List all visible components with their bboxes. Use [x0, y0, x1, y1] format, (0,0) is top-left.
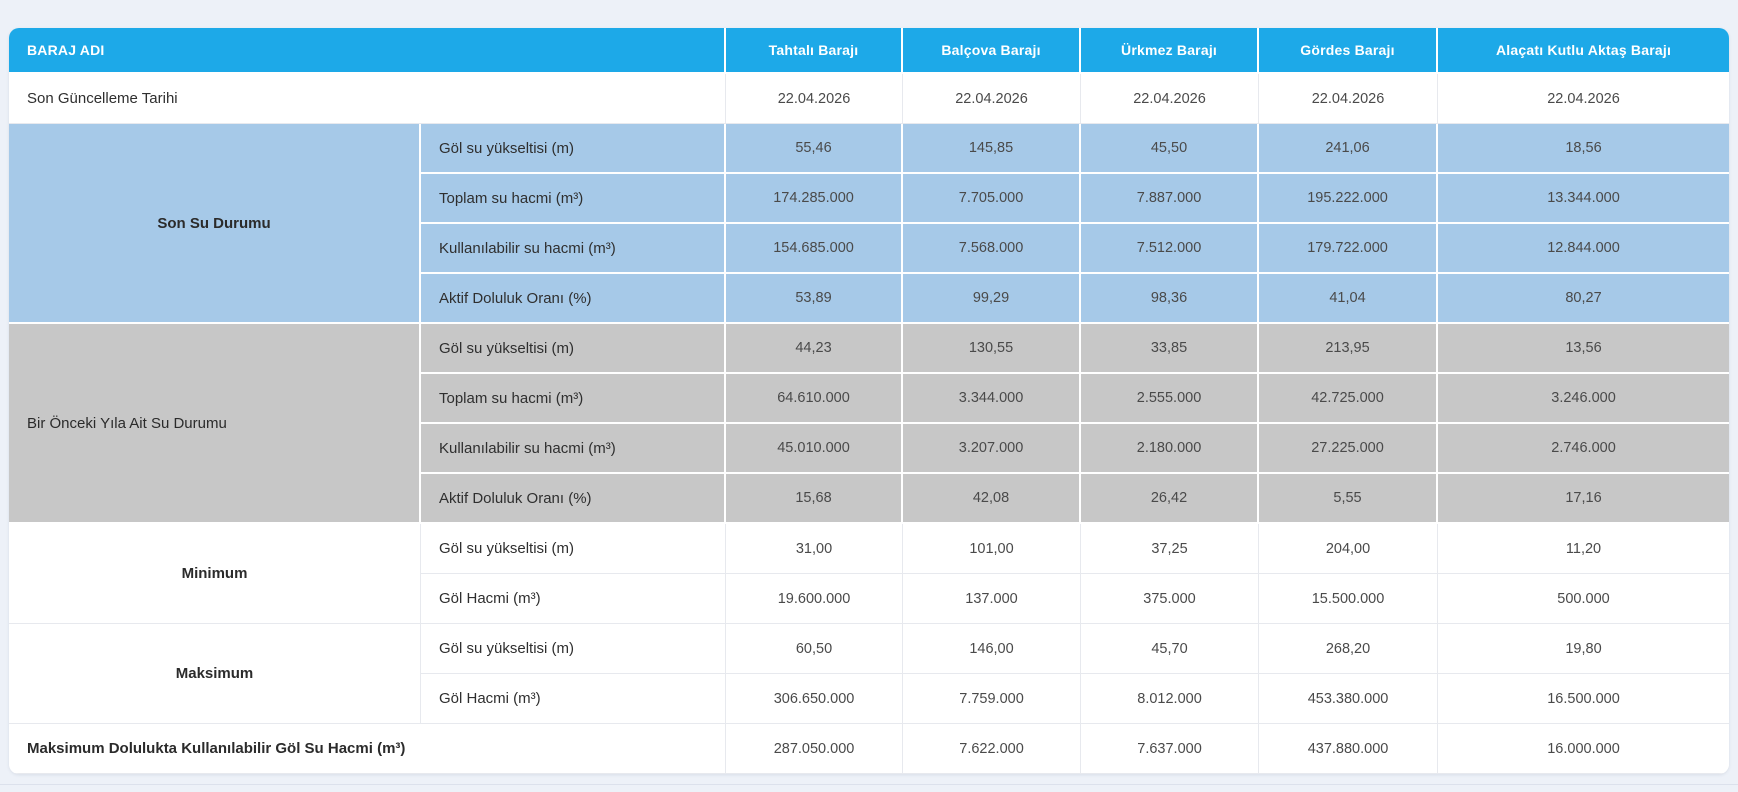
footer-value: 287.050.000	[726, 724, 903, 774]
metric-value: 174.285.000	[726, 174, 903, 224]
metric-label: Kullanılabilir su hacmi (m³)	[421, 224, 726, 274]
metric-label: Aktif Doluluk Oranı (%)	[421, 474, 726, 524]
metric-label: Göl su yükseltisi (m)	[421, 324, 726, 374]
update-date-value: 22.04.2026	[903, 74, 1081, 124]
metric-value: 101,00	[903, 524, 1081, 574]
metric-label: Aktif Doluluk Oranı (%)	[421, 274, 726, 324]
metric-value: 15.500.000	[1259, 574, 1438, 624]
column-header-4: Gördes Barajı	[1259, 28, 1438, 74]
metric-value: 19,80	[1438, 624, 1729, 674]
metric-value: 8.012.000	[1081, 674, 1259, 724]
metric-value: 179.722.000	[1259, 224, 1438, 274]
metric-value: 306.650.000	[726, 674, 903, 724]
section-label: Son Su Durumu	[9, 124, 421, 324]
metric-value: 64.610.000	[726, 374, 903, 424]
metric-value: 31,00	[726, 524, 903, 574]
metric-value: 15,68	[726, 474, 903, 524]
section-label: Bir Önceki Yıla Ait Su Durumu	[9, 324, 421, 524]
metric-value: 268,20	[1259, 624, 1438, 674]
metric-value: 44,23	[726, 324, 903, 374]
update-date-value: 22.04.2026	[1438, 74, 1729, 124]
metric-label: Göl Hacmi (m³)	[421, 674, 726, 724]
metric-value: 500.000	[1438, 574, 1729, 624]
metric-value: 213,95	[1259, 324, 1438, 374]
metric-value: 26,42	[1081, 474, 1259, 524]
metric-value: 3.207.000	[903, 424, 1081, 474]
metric-value: 18,56	[1438, 124, 1729, 174]
metric-value: 2.180.000	[1081, 424, 1259, 474]
metric-value: 99,29	[903, 274, 1081, 324]
metric-value: 19.600.000	[726, 574, 903, 624]
metric-value: 146,00	[903, 624, 1081, 674]
metric-value: 204,00	[1259, 524, 1438, 574]
column-header-2: Balçova Barajı	[903, 28, 1081, 74]
metric-value: 130,55	[903, 324, 1081, 374]
baraj-adi-header: BARAJ ADI	[9, 28, 726, 74]
metric-value: 16.500.000	[1438, 674, 1729, 724]
table-head	[9, 28, 1729, 74]
metric-value: 2.555.000	[1081, 374, 1259, 424]
page-bottom-divider	[0, 784, 1738, 785]
metric-label: Göl su yükseltisi (m)	[421, 124, 726, 174]
metric-value: 17,16	[1438, 474, 1729, 524]
metric-label: Göl su yükseltisi (m)	[421, 624, 726, 674]
metric-value: 98,36	[1081, 274, 1259, 324]
update-date-value: 22.04.2026	[1259, 74, 1438, 124]
metric-value: 453.380.000	[1259, 674, 1438, 724]
update-date-value: 22.04.2026	[726, 74, 903, 124]
dam-status-table-container	[9, 28, 1729, 774]
metric-value: 53,89	[726, 274, 903, 324]
metric-label: Toplam su hacmi (m³)	[421, 174, 726, 224]
metric-value: 241,06	[1259, 124, 1438, 174]
metric-value: 7.759.000	[903, 674, 1081, 724]
metric-value: 154.685.000	[726, 224, 903, 274]
metric-value: 41,04	[1259, 274, 1438, 324]
metric-label: Göl Hacmi (m³)	[421, 574, 726, 624]
footer-value: 16.000.000	[1438, 724, 1729, 774]
section-label: Maksimum	[9, 624, 421, 724]
metric-value: 7.568.000	[903, 224, 1081, 274]
metric-value: 7.512.000	[1081, 224, 1259, 274]
section-row	[9, 524, 1729, 574]
metric-value: 37,25	[1081, 524, 1259, 574]
metric-value: 27.225.000	[1259, 424, 1438, 474]
metric-value: 45,70	[1081, 624, 1259, 674]
metric-label: Toplam su hacmi (m³)	[421, 374, 726, 424]
metric-value: 7.887.000	[1081, 174, 1259, 224]
metric-value: 11,20	[1438, 524, 1729, 574]
metric-label: Kullanılabilir su hacmi (m³)	[421, 424, 726, 474]
table-header-row	[9, 28, 1729, 74]
footer-value: 7.637.000	[1081, 724, 1259, 774]
footer-row	[9, 724, 1729, 774]
metric-value: 33,85	[1081, 324, 1259, 374]
metric-value: 45,50	[1081, 124, 1259, 174]
column-header-3: Ürkmez Barajı	[1081, 28, 1259, 74]
metric-value: 375.000	[1081, 574, 1259, 624]
metric-value: 60,50	[726, 624, 903, 674]
column-header-5: Alaçatı Kutlu Aktaş Barajı	[1438, 28, 1729, 74]
footer-value: 7.622.000	[903, 724, 1081, 774]
footer-row-label: Maksimum Dolulukta Kullanılabilir Göl Su Hacmi (m³)	[9, 724, 726, 774]
dam-status-table	[9, 28, 1729, 774]
metric-value: 42,08	[903, 474, 1081, 524]
section-row	[9, 124, 1729, 174]
update-date-value: 22.04.2026	[1081, 74, 1259, 124]
metric-value: 7.705.000	[903, 174, 1081, 224]
section-row	[9, 624, 1729, 674]
update-row	[9, 74, 1729, 124]
metric-value: 5,55	[1259, 474, 1438, 524]
metric-value: 80,27	[1438, 274, 1729, 324]
metric-value: 55,46	[726, 124, 903, 174]
metric-value: 2.746.000	[1438, 424, 1729, 474]
table-body	[9, 74, 1729, 774]
metric-value: 145,85	[903, 124, 1081, 174]
metric-value: 137.000	[903, 574, 1081, 624]
metric-value: 45.010.000	[726, 424, 903, 474]
metric-value: 12.844.000	[1438, 224, 1729, 274]
section-row	[9, 324, 1729, 374]
metric-value: 13,56	[1438, 324, 1729, 374]
section-label: Minimum	[9, 524, 421, 624]
metric-value: 195.222.000	[1259, 174, 1438, 224]
update-row-label: Son Güncelleme Tarihi	[9, 74, 726, 124]
footer-value: 437.880.000	[1259, 724, 1438, 774]
metric-value: 42.725.000	[1259, 374, 1438, 424]
metric-value: 3.246.000	[1438, 374, 1729, 424]
metric-label: Göl su yükseltisi (m)	[421, 524, 726, 574]
column-header-1: Tahtalı Barajı	[726, 28, 903, 74]
metric-value: 13.344.000	[1438, 174, 1729, 224]
metric-value: 3.344.000	[903, 374, 1081, 424]
